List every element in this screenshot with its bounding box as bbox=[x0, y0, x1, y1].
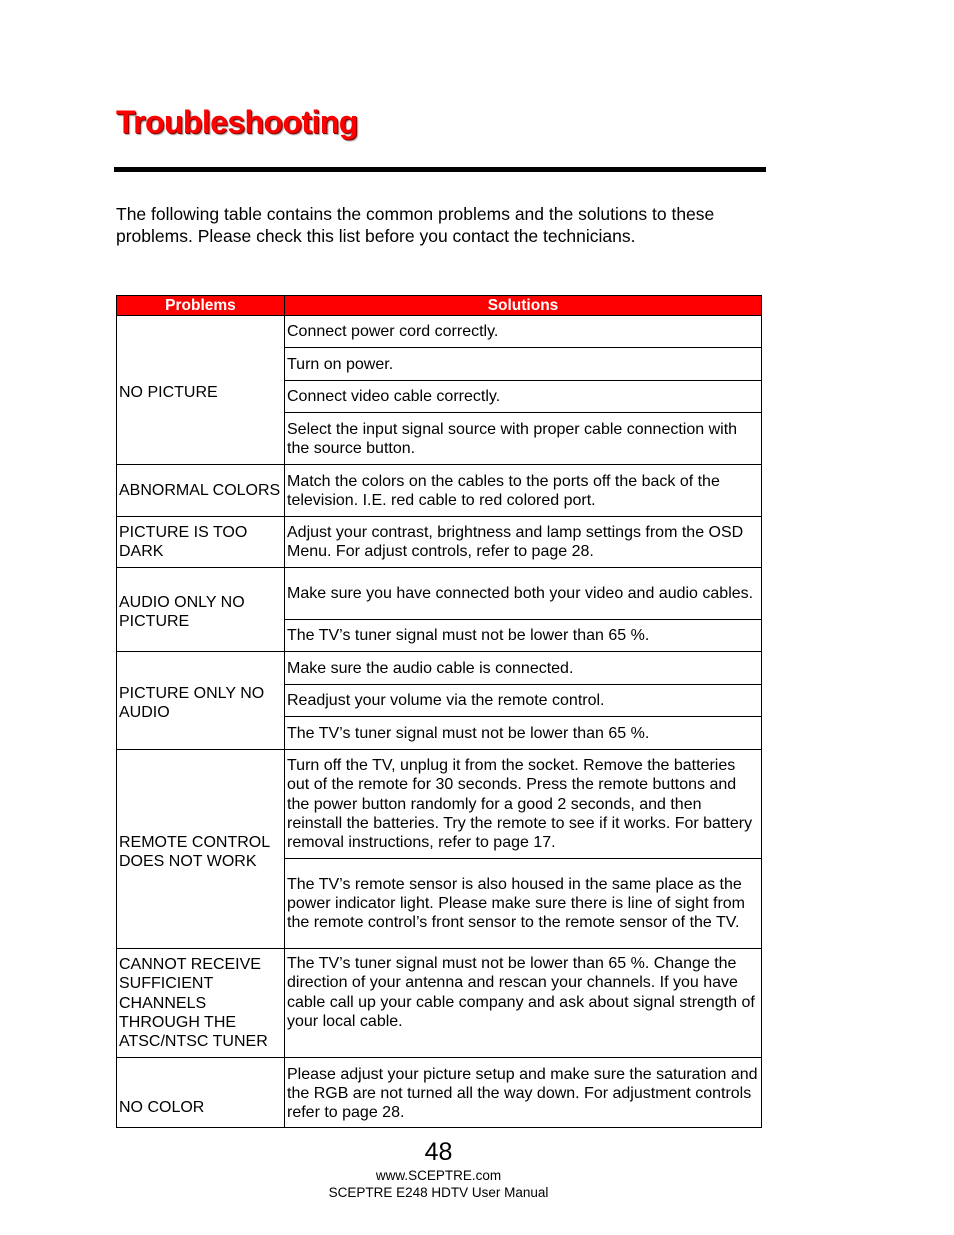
table-row bbox=[117, 316, 762, 348]
solution-cell: Connect video cable correctly. bbox=[285, 381, 762, 413]
solution-cell: Make sure you have connected both your video and audio cables. bbox=[285, 568, 762, 620]
table-row bbox=[117, 750, 762, 859]
table-row bbox=[117, 1058, 762, 1128]
intro-paragraph: The following table contains the common problems and the solutions to these problems. Please check this list before you contact the technicians. bbox=[116, 204, 715, 246]
problem-cell: CANNOT RECEIVE SUFFICIENT CHANNELS THROUGH THE ATSC/NTSC TUNER bbox=[117, 949, 285, 1058]
problem-cell: AUDIO ONLY NO PICTURE bbox=[117, 568, 285, 652]
solution-cell: Turn off the TV, unplug it from the socket. Remove the batteries out of the remote for 30 seconds. Press the remote buttons and the power button randomly for a good 2 seconds, and then reinstall the batteries. Try the remote to see if it works. For battery removal instructions, refer to page 17. bbox=[285, 750, 762, 859]
header-problems: Problems bbox=[117, 296, 285, 316]
solution-cell: Readjust your volume via the remote control. bbox=[285, 685, 762, 717]
solution-cell: Turn on power. bbox=[285, 348, 762, 381]
footer-website: www.SCEPTRE.com bbox=[375, 1168, 502, 1183]
page-title: Troubleshooting bbox=[116, 104, 358, 140]
solution-cell: Adjust your contrast, brightness and lamp settings from the OSD Menu. For adjust controls, refer to page 28. bbox=[285, 517, 762, 568]
troubleshooting-table bbox=[116, 295, 762, 1128]
table-row bbox=[117, 949, 762, 1058]
problem-cell: REMOTE CONTROL DOES NOT WORK bbox=[117, 750, 285, 949]
solution-cell: The TV’s tuner signal must not be lower than 65 %. bbox=[285, 620, 762, 652]
problem-cell: ABNORMAL COLORS bbox=[117, 465, 285, 517]
problem-cell: NO PICTURE bbox=[117, 316, 285, 465]
solution-cell: The TV’s tuner signal must not be lower than 65 %. Change the direction of your antenna and rescan your channels. If you have cable call up your cable company and ask about signal strength of your local cable. bbox=[285, 949, 762, 1058]
title-rule bbox=[114, 167, 766, 172]
problem-cell: NO COLOR bbox=[117, 1058, 285, 1128]
table-row bbox=[117, 465, 762, 517]
table-row bbox=[117, 517, 762, 568]
solution-cell: Connect power cord correctly. bbox=[285, 316, 762, 348]
problem-cell: PICTURE IS TOO DARK bbox=[117, 517, 285, 568]
solution-cell: Make sure the audio cable is connected. bbox=[285, 652, 762, 685]
problem-cell: PICTURE ONLY NO AUDIO bbox=[117, 652, 285, 750]
footer-manual-title: SCEPTRE E248 HDTV User Manual bbox=[328, 1185, 549, 1200]
table-header-row bbox=[117, 296, 762, 316]
page-number: 48 bbox=[424, 1138, 453, 1166]
solution-cell: The TV’s remote sensor is also housed in the same place as the power indicator light. Please make sure there is line of sight from the remote control’s front sensor to the remote sensor of the TV. bbox=[285, 859, 762, 949]
solution-cell: Please adjust your picture setup and make sure the saturation and the RGB are not turned all the way down. For adjustment controls refer to page 28. bbox=[285, 1058, 762, 1128]
header-solutions: Solutions bbox=[285, 296, 762, 316]
solution-cell: The TV’s tuner signal must not be lower than 65 %. bbox=[285, 717, 762, 750]
table-row bbox=[117, 652, 762, 685]
table-row bbox=[117, 568, 762, 620]
solution-cell: Match the colors on the cables to the ports off the back of the television. I.E. red cable to red colored port. bbox=[285, 465, 762, 517]
solution-cell: Select the input signal source with proper cable connection with the source button. bbox=[285, 413, 762, 465]
